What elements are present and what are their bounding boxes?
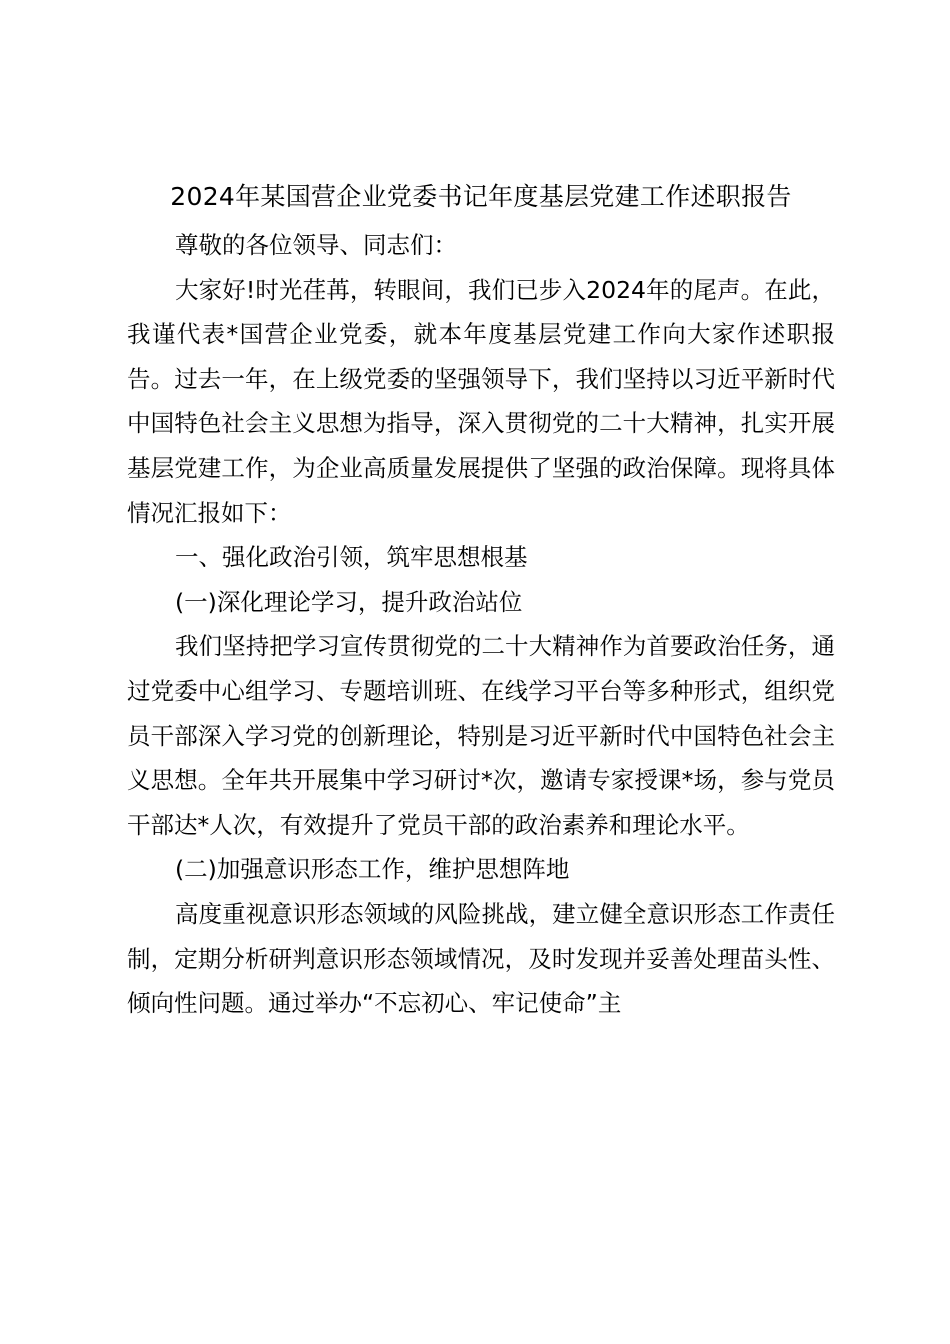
subsection-heading-1-1: (一)深化理论学习，提升政治站位 bbox=[175, 587, 523, 616]
document-body bbox=[127, 175, 835, 1026]
section-heading-1: 一、强化政治引领，筑牢思想根基 bbox=[175, 543, 528, 572]
body-paragraph-1-1: 我们坚持把学习宣传贯彻党的二十大精神作为首要政治任务，通过党委中心组学习、专题培训班、在线学习平台等多种形式，组织党员干部深入学习党的创新理论，特别是习近平新时代中国特色社会主义思想。全年共开展集中学习研讨*次，邀请专家授课*场，参与党员干部达*人次，有效提升了党员干部的政治素养和理论水平。 bbox=[127, 632, 835, 839]
body-paragraph-1-2: 高度重视意识形态领域的风险挑战，建立健全意识形态工作责任制，定期分析研判意识形态领域情况，及时发现并妥善处理苗头性、倾向性问题。通过举办“不忘初心、牢记使命”主 bbox=[127, 899, 835, 1018]
document-title: 2024年某国营企业党委书记年度基层党建工作述职报告 bbox=[170, 182, 792, 211]
opening-paragraph: 大家好!时光荏苒，转眼间，我们已步入2024年的尾声。在此，我谨代表*国营企业党委，就本年度基层党建工作向大家作述职报告。过去一年，在上级党委的坚强领导下，我们坚持以习近平新时代中国特色社会主义思想为指导，深入贯彻党的二十大精神，扎实开展基层党建工作，为企业高质量发展提供了坚强的政治保障。现将具体情况汇报如下： bbox=[127, 275, 835, 527]
subsection-heading-1-2: (二)加强意识形态工作，维护思想阵地 bbox=[175, 855, 570, 884]
salutation: 尊敬的各位领导、同志们： bbox=[175, 231, 457, 259]
